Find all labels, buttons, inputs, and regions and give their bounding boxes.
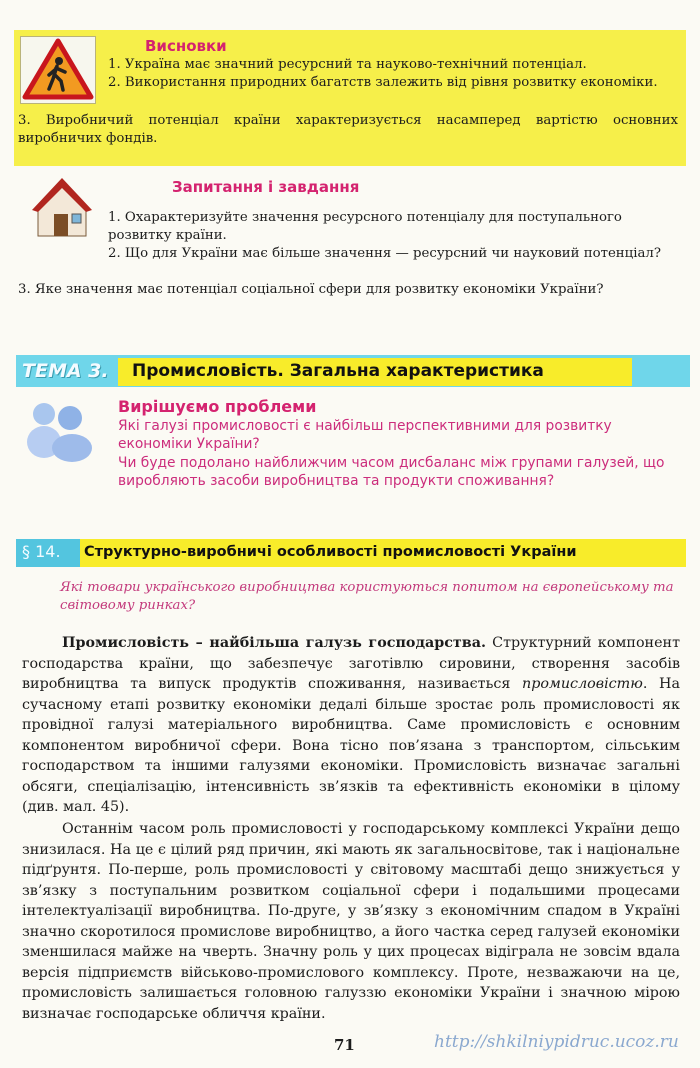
problem-item: Які галузі промисловості є найбільш перспективними для розвитку економіки України? [118,418,612,452]
body-paragraph: Останнім часом роль промисловості у господарському комплексі України дещо знизилася. На це є цілий ряд причин, які мають як загальносвітове, так і національне підґрунтя. По-перше, роль промисловості у світовому масштабі дещо знижується у зв’язку з поступальним розвитком соціальної сфери і подальшими процесами інтелектуалізації виробництва. По-друге, у зв’язку з економічним спадом в Україні значно скоротилося промислове виробництво, а його частка серед галузей економіки зменшилася майже на чверть. Значну роль у цих процесах відіграла не зовсім вдала версія підприємств військово-промислового комплексу. Проте, незважаючи на це, промисловість залишається головною галуззю економіки України і значною мірою визначає господарське обличчя країни. [22,821,680,1022]
question-item: 1. Охарактеризуйте значення ресурсного потенціалу для поступального розвитку країни. [108,210,622,243]
paragraph-text: Структурний компонент господарства країни, що забезпечує заготівлю сировини, створення засобів виробництва та випуск продуктів споживання, називається [22,635,680,692]
conclusion-item: 3. Виробничий потенціал країни характеризується насамперед вартістю основних виробничих фондів. [18,113,678,146]
page-number: 71 [334,1036,355,1054]
pedestrian-warning-icon [20,36,96,104]
topic-title: Промисловість. Загальна характеристика [132,361,544,381]
question-item: 2. Що для України має більше значення — ресурсний чи науковий потенціал? [108,246,661,261]
paragraph-lead: Промисловість – найбільша галузь господарства. [62,635,486,651]
paragraph-title: Структурно-виробничі особливості промисловості України [84,544,577,560]
conclusion-item: 2. Використання природних багатств залежить від рівня розвитку економіки. [108,75,658,90]
key-term: промисловістю [522,676,643,692]
people-icon [22,396,96,462]
question-item: 3. Яке значення має потенціал соціальної сфери для розвитку економіки України? [18,282,604,297]
paragraph-label: § 14. [22,542,61,561]
topic-label: ТЕМА 3. [22,360,109,382]
conclusions-title: Висновки [145,37,227,55]
problems-title: Вирішуємо проблеми [118,397,317,416]
house-icon [30,174,94,240]
source-url[interactable]: http://shkilniypidruc.ucoz.ru [434,1032,679,1052]
problem-item: Чи буде подолано найближчим часом дисбаланс між групами галузей, що виробляють засоби виробництва та продукти споживання? [118,455,665,489]
body-paragraph [22,633,680,818]
intro-question: Які товари українського виробництва користуються попитом на європейському та світовому ринках? [60,580,674,613]
conclusion-item: 1. Україна має значний ресурсний та науково-технічний потенціал. [108,57,587,72]
paragraph-text: . На сучасному етапі розвитку економіки дедалі більше зростає роль промисловості як провідної галузі матеріального виробництва. Саме промисловість є основним компонентом виробничої сфери. Вона тісно пов’язана з транспортом, сільським господарством та іншими галузями економіки. Промисловість визначає загальні обсяги, спеціалізацію, інтенсивність зв’язків та ефективність економіки в цілому (див. мал. 45). [22,676,680,815]
questions-title: Запитання і завдання [172,178,360,196]
